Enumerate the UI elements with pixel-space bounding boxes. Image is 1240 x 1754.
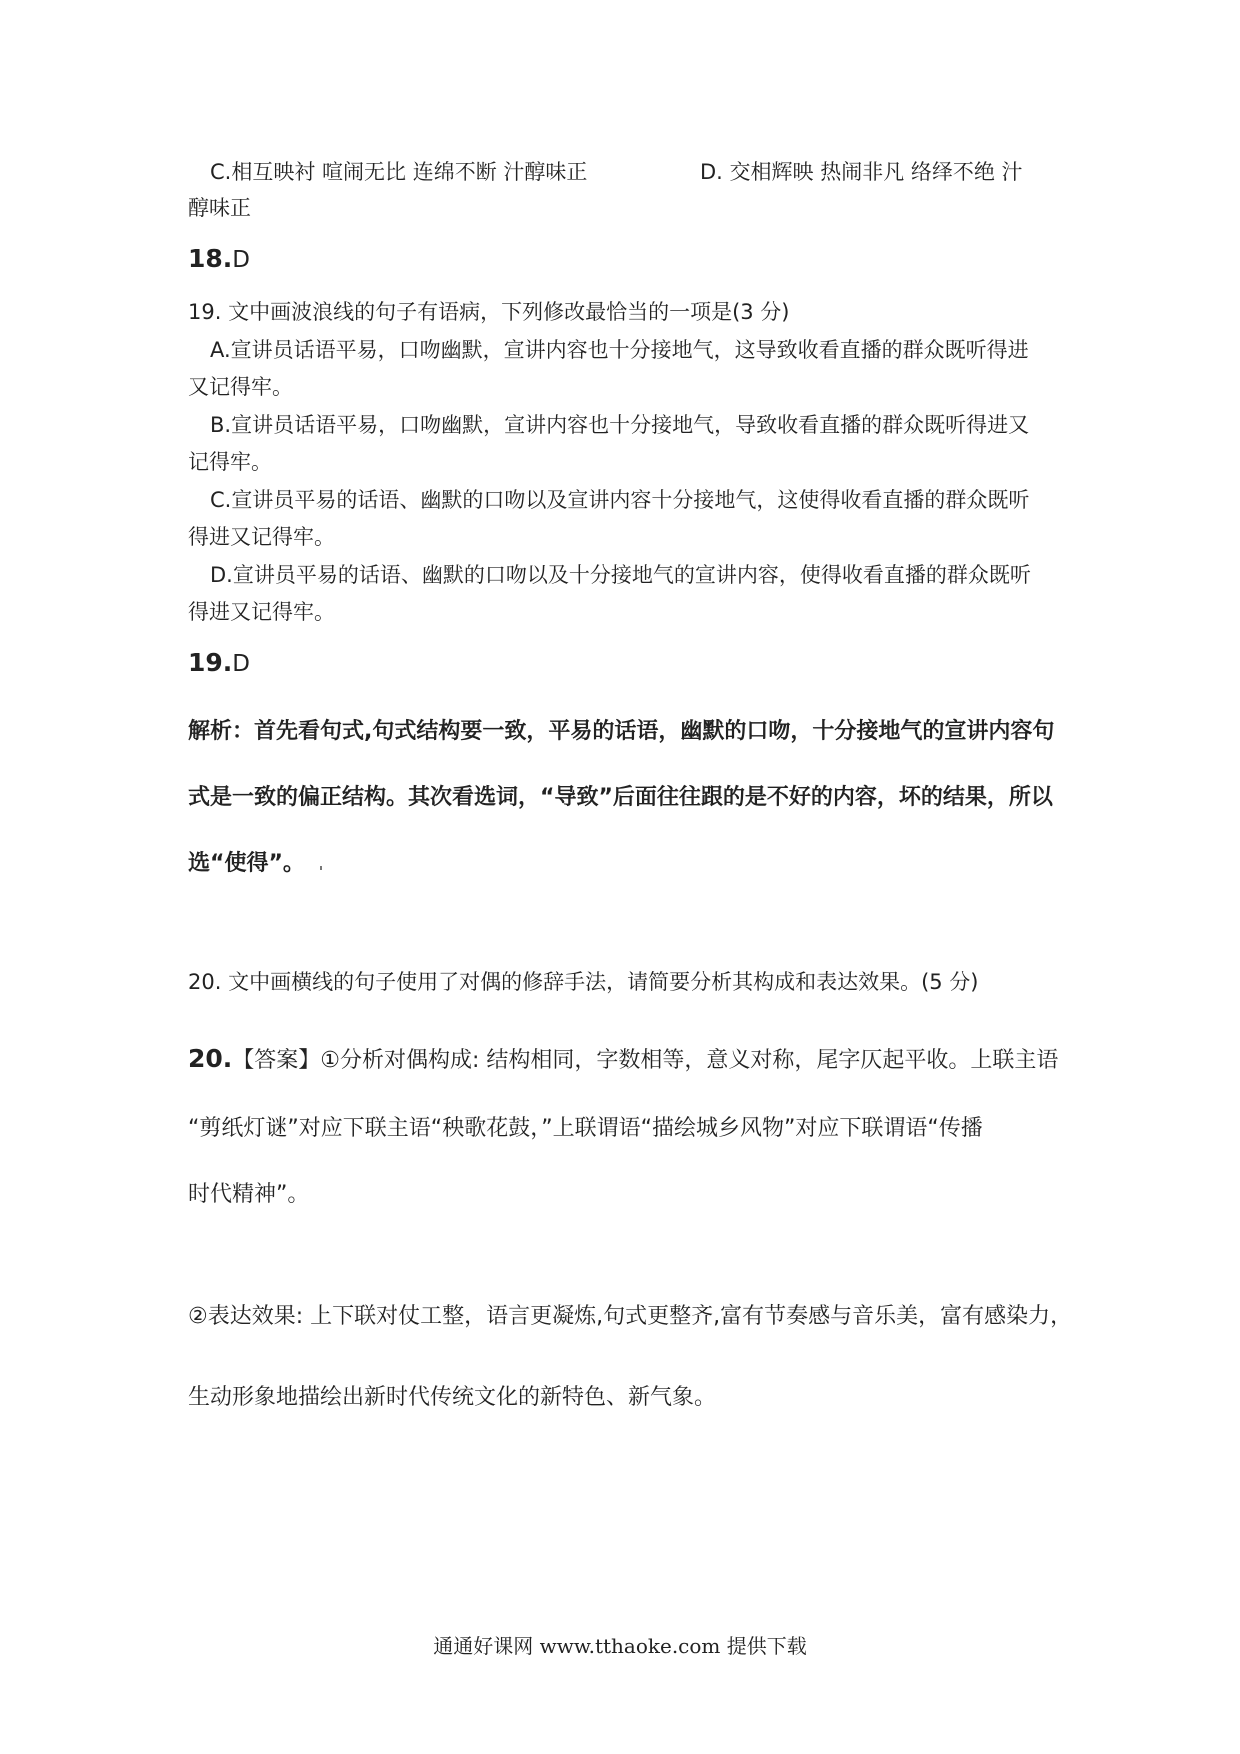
answer-20-line4: ②表达效果: 上下联对仗工整，语言更凝炼,句式更整齐,富有节奏感与音乐美，富有感染力， (188, 1304, 1073, 1329)
option-b-line1: B.宣讲员话语平易，口吻幽默，宣讲内容也十分接地气，导致收看直播的群众既听得进又 (210, 413, 1030, 437)
option-d-continuation: 醇味正 (188, 196, 251, 220)
answer-20-line2: “剪纸灯谜”对应下联主语“秧歌花鼓，”上联谓语“描绘城乡风物”对应下联谓语“传播 (188, 1116, 983, 1141)
option-d-line2: 得进又记得牢。 (188, 600, 335, 624)
answer-number: 18. (188, 244, 233, 273)
option-a-line1: A.宣讲员话语平易，口吻幽默，宣讲内容也十分接地气，这导致收看直播的群众既听得进 (210, 338, 1029, 362)
analysis-line3: 选“使得”。 (188, 851, 305, 876)
answer-20-line5: 生动形象地描绘出新时代传统文化的新特色、新气象。 (188, 1385, 717, 1410)
analysis-line2: 式是一致的偏正结构。其次看选词，“导致”后面往往跟的是不好的内容，坏的结果，所以 (188, 785, 1053, 810)
question-19-stem: 19. 文中画波浪线的句子有语病，下列修改最恰当的一项是(3 分) (188, 300, 790, 324)
answer-number: 20. (188, 1044, 233, 1073)
answer-20-line1 (188, 1043, 1058, 1074)
option-b-line2: 记得牢。 (188, 450, 272, 474)
answer-20-line3: 时代精神”。 (188, 1182, 310, 1207)
answer-text: 【答案】①分析对偶构成: 结构相同，字数相等，意义对称，尾字仄起平收。上联主语 (232, 1048, 1059, 1073)
question-20-stem: 20. 文中画横线的句子使用了对偶的修辞手法，请简要分析其构成和表达效果。(5 分) (188, 970, 979, 994)
answer-number: 19. (188, 648, 233, 677)
option-a-line2: 又记得牢。 (188, 375, 293, 399)
stray-mark (320, 866, 322, 870)
option-d-text: D. 交相辉映 热闹非凡 络绎不绝 汁 (700, 160, 1023, 184)
page-footer: 通通好课网 www.tthaoke.com 提供下载 (433, 1634, 807, 1658)
answer-18 (188, 244, 250, 273)
option-c-line1: C.宣讲员平易的话语、幽默的口吻以及宣讲内容十分接地气，这使得收看直播的群众既听 (210, 488, 1030, 512)
answer-letter: D (232, 651, 251, 677)
option-c-line2: 得进又记得牢。 (188, 525, 335, 549)
answer-19 (188, 648, 250, 677)
answer-letter: D (232, 247, 251, 273)
analysis-line1: 解析：首先看句式,句式结构要一致，平易的话语，幽默的口吻，十分接地气的宣讲内容句 (188, 719, 1055, 744)
option-d-line1: D.宣讲员平易的话语、幽默的口吻以及十分接地气的宣讲内容，使得收看直播的群众既听 (210, 563, 1031, 587)
option-c-text: C.相互映衬 喧闹无比 连绵不断 汁醇味正 (210, 160, 588, 184)
